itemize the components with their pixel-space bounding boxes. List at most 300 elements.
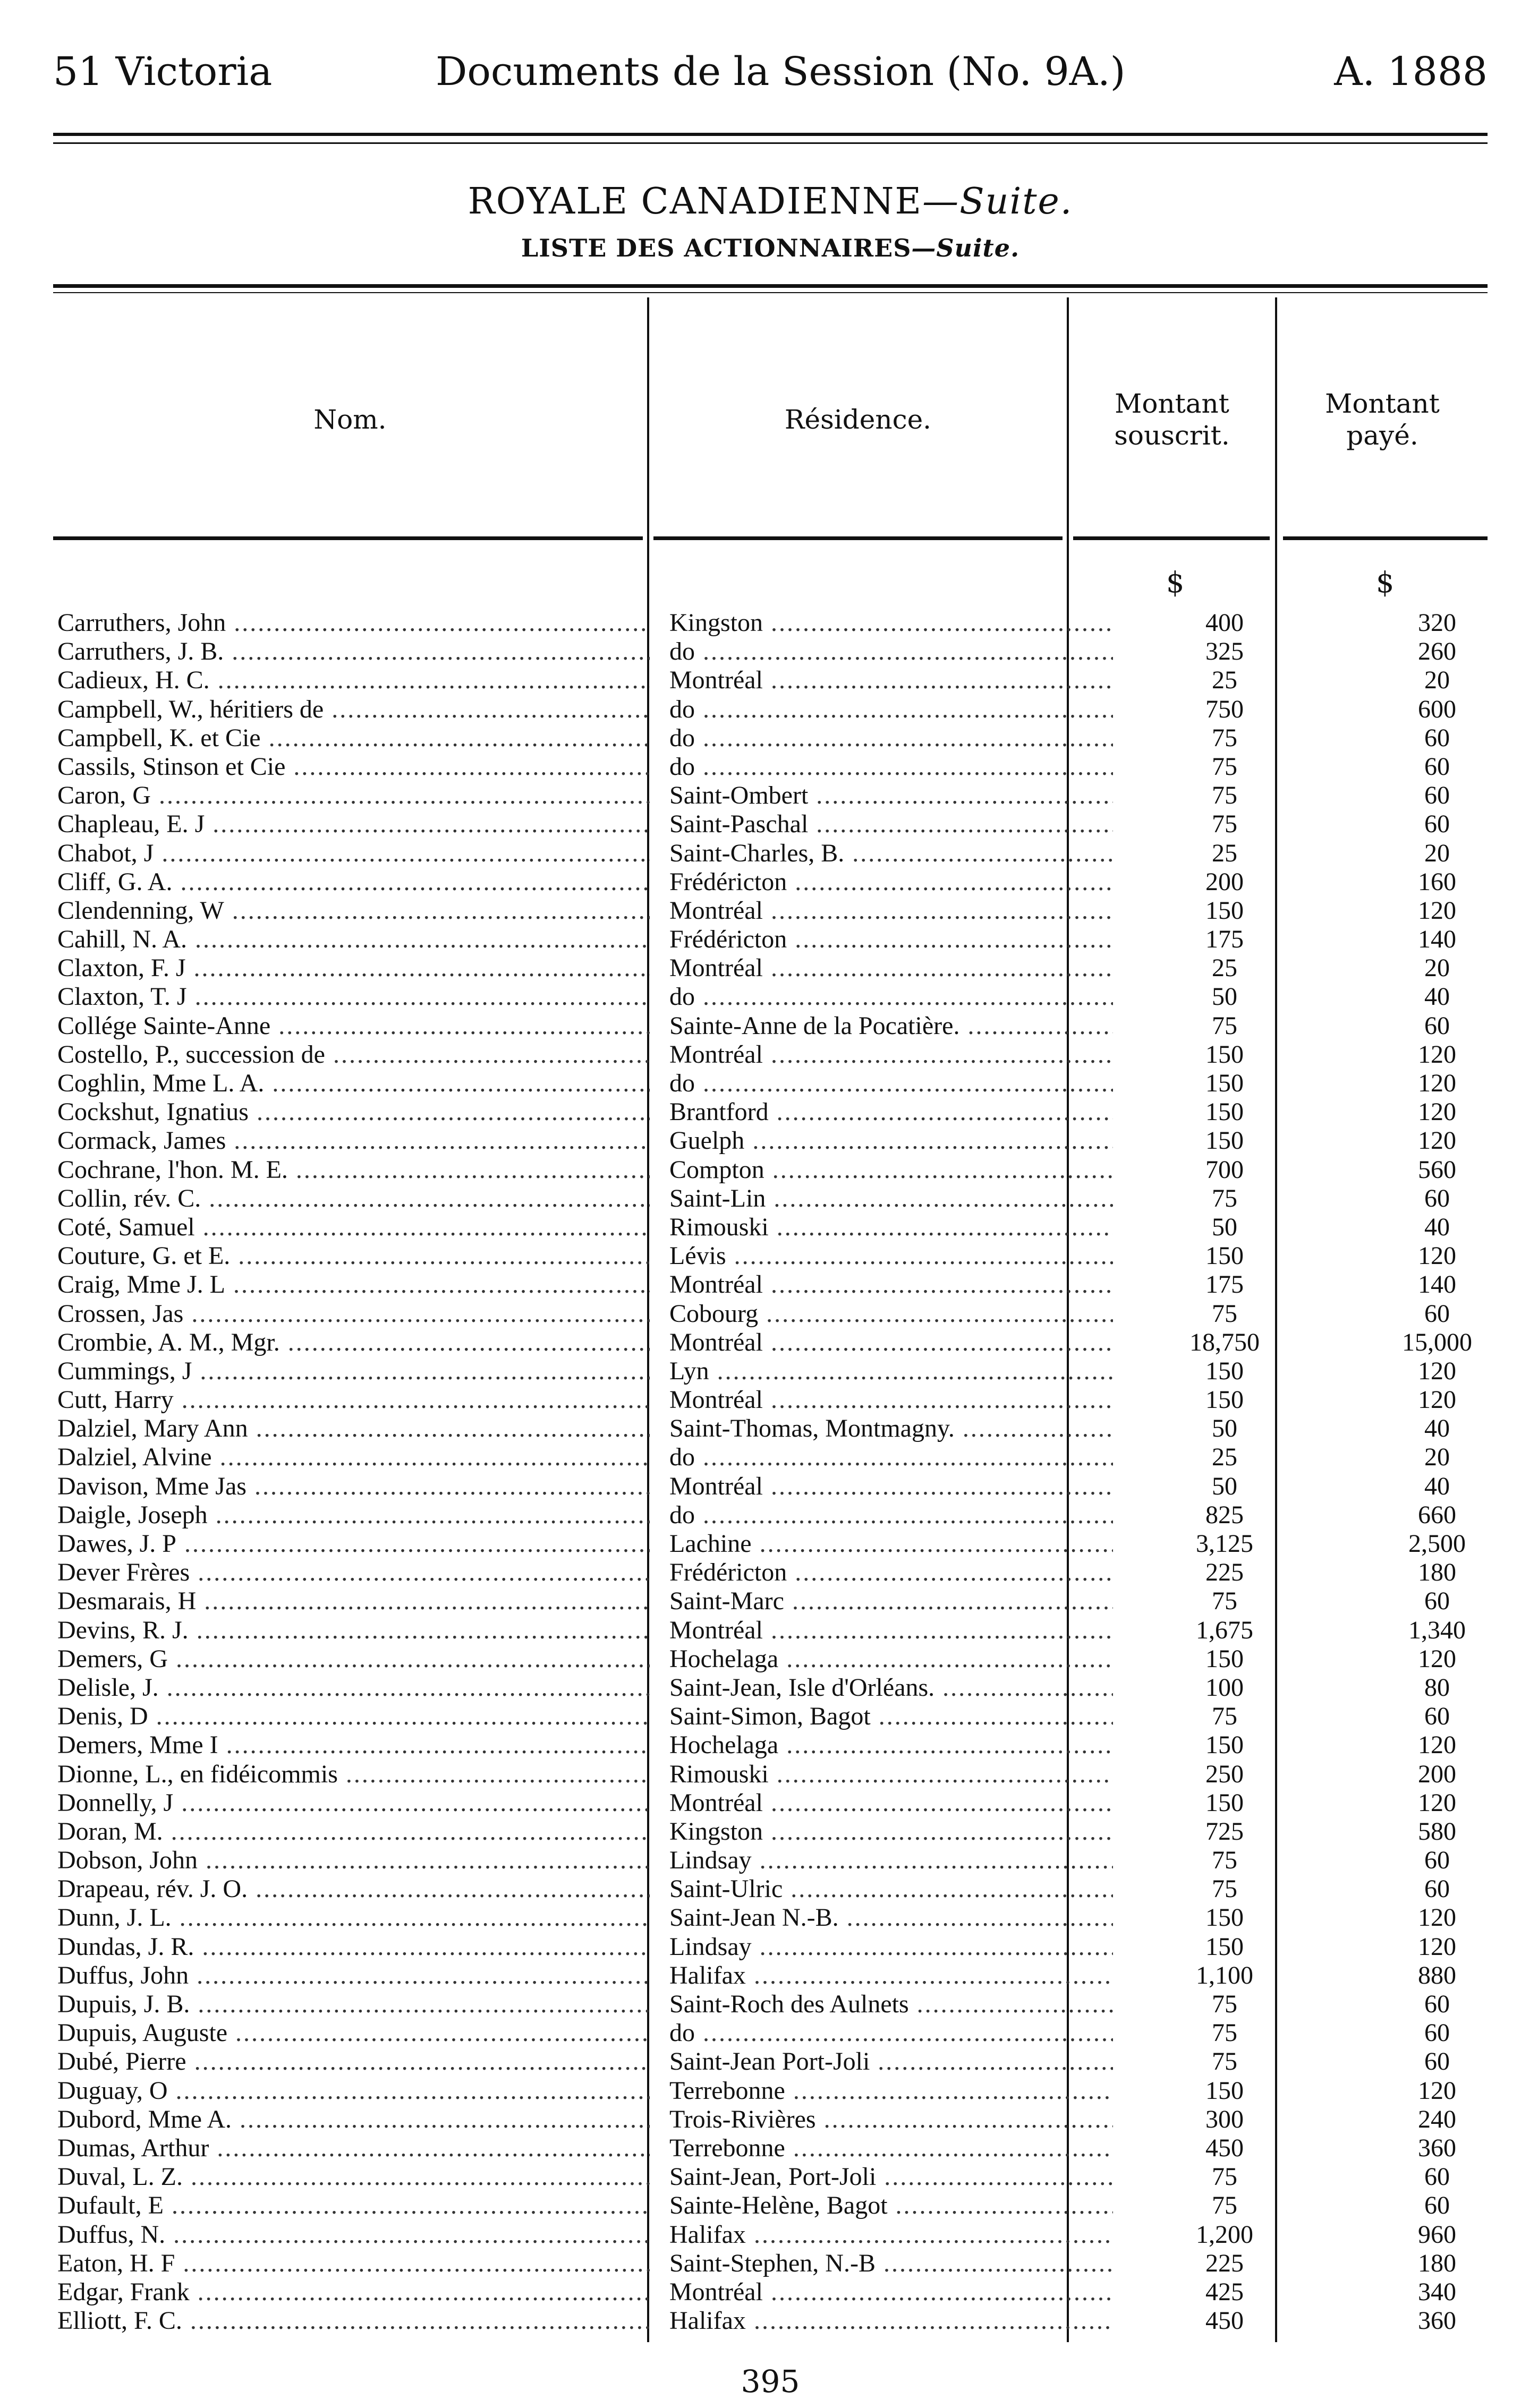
shareholder-residence: Kingston ..... [669,609,1113,637]
shareholder-residence: Saint-Jean, Isle d'Orléans. ..... [669,1673,1113,1702]
amount-subscribed: 75 [1212,781,1237,810]
table-row [53,1961,1488,1990]
amount-subscribed: 150 [1205,1644,1244,1673]
table-row [53,925,1488,954]
table-row [53,637,1488,666]
table-row [53,1472,1488,1501]
table-rule-top [53,284,1488,288]
shareholder-name: Cormack, James ..... [57,1126,650,1155]
shareholder-residence: Montréal ..... [669,1270,1113,1299]
table-row [53,1386,1488,1414]
shareholder-name: Dawes, J. P ..... [57,1530,650,1558]
shareholder-residence: Lindsay ..... [669,1933,1113,1961]
amount-paid: 60 [1424,2047,1450,2076]
shareholder-residence: do ..... [669,983,1113,1011]
amount-subscribed: 75 [1212,2019,1237,2047]
table-row [53,868,1488,896]
shareholder-name: Dupuis, Auguste ..... [57,2019,650,2047]
amount-subscribed: 75 [1212,1299,1237,1328]
shareholder-residence: Montréal ..... [669,666,1113,695]
amount-paid: 360 [1418,2133,1456,2162]
shareholder-residence: Rimouski ..... [669,1213,1113,1242]
amount-subscribed: 75 [1212,1184,1237,1212]
page-number: 395 [741,2363,800,2400]
amount-subscribed: 250 [1205,1760,1244,1788]
amount-subscribed: 25 [1212,666,1237,695]
amount-paid: 320 [1418,609,1456,637]
amount-subscribed: 150 [1205,1932,1244,1961]
title-main: ROYALE CANADIENNE [468,181,923,223]
amount-subscribed: 300 [1205,2105,1244,2133]
amount-subscribed: 75 [1212,1702,1237,1731]
shareholder-name: Davison, Mme Jas ..... [57,1472,650,1501]
amount-subscribed: 150 [1205,1069,1244,1097]
table-row [53,1126,1488,1155]
amount-subscribed: 325 [1205,637,1244,666]
table-row [53,2221,1488,2249]
shareholder-name: Claxton, F. J ..... [57,954,650,983]
amount-subscribed: 150 [1205,1731,1244,1760]
table-row [53,609,1488,637]
shareholder-residence: Terrebonne ..... [669,2134,1113,2163]
shareholder-residence: do ..... [669,753,1113,781]
table-rule-thin [53,292,1488,293]
amount-subscribed: 75 [1212,1875,1237,1903]
amount-paid: 240 [1418,2105,1456,2133]
header-left: 51 Victoria [53,49,273,95]
shareholder-residence: Sainte-Anne de la Pocatière. ..... [669,1012,1113,1040]
shareholder-residence: Kingston ..... [669,1817,1113,1846]
table-row [53,2191,1488,2220]
amount-paid: 160 [1418,867,1456,896]
shareholder-name: Chapleau, E. J ..... [57,810,650,839]
title-suffix: —Suite. [922,181,1073,223]
shareholder-name: Dundas, J. R. ..... [57,1933,650,1961]
amount-paid: 60 [1424,1587,1450,1616]
table-row [53,1270,1488,1299]
shareholder-name: Eaton, H. F ..... [57,2249,650,2278]
shareholder-name: Crombie, A. M., Mgr. ..... [57,1328,650,1357]
shareholder-name: Costello, P., succession de ..... [57,1040,650,1069]
shareholder-residence: Montréal ..... [669,896,1113,925]
shareholder-name: Demers, Mme I ..... [57,1731,650,1760]
shareholder-residence: Saint-Stephen, N.-B ..... [669,2249,1113,2278]
amount-paid: 260 [1418,637,1456,666]
table-row [53,1645,1488,1673]
shareholder-residence: Montréal ..... [669,2278,1113,2307]
amount-paid: 60 [1424,2019,1450,2047]
amount-subscribed: 25 [1212,839,1237,867]
amount-subscribed: 175 [1205,925,1244,954]
amount-subscribed: 50 [1212,1212,1237,1241]
shareholder-residence: Terrebonne ..... [669,2077,1113,2105]
shareholder-name: Dionne, L., en fidéicommis ..... [57,1760,650,1789]
amount-subscribed: 425 [1205,2277,1244,2306]
table-row [53,1789,1488,1817]
amount-subscribed: 150 [1205,1242,1244,1270]
currency-paid: $ [1376,566,1395,599]
shareholder-residence: Halifax ..... [669,2221,1113,2249]
shareholder-residence: Cobourg ..... [669,1300,1113,1328]
shareholder-name: Couture, G. et E. ..... [57,1242,650,1270]
amount-paid: 660 [1418,1500,1456,1529]
table-row [53,2163,1488,2191]
amount-paid: 180 [1418,2249,1456,2277]
amount-subscribed: 50 [1212,1472,1237,1500]
amount-paid: 600 [1418,695,1456,723]
shareholder-residence: Saint-Ombert ..... [669,781,1113,810]
amount-paid: 60 [1424,1990,1450,2018]
amount-paid: 120 [1418,1242,1456,1270]
amount-paid: 120 [1418,1069,1456,1097]
shareholder-name: Donnelly, J ..... [57,1789,650,1817]
amount-paid: 60 [1424,1184,1450,1212]
amount-paid: 60 [1424,723,1450,752]
amount-paid: 120 [1418,1126,1456,1155]
amount-subscribed: 400 [1205,609,1244,637]
table-row [53,1673,1488,1702]
table-row [53,1933,1488,1961]
shareholder-residence: do ..... [669,637,1113,666]
shareholder-name: Duguay, O ..... [57,2077,650,2105]
table-row [53,954,1488,983]
table-row [53,839,1488,868]
shareholder-name: Coté, Samuel ..... [57,1213,650,1242]
table-row [53,1328,1488,1357]
amount-subscribed: 150 [1205,1903,1244,1932]
amount-paid: 60 [1424,810,1450,839]
table-row [53,1875,1488,1903]
shareholder-residence: do ..... [669,2019,1113,2047]
shareholder-residence: Halifax ..... [669,2307,1113,2335]
table-row [53,753,1488,781]
amount-subscribed: 450 [1205,2307,1244,2335]
shareholder-residence: Brantford ..... [669,1098,1113,1126]
shareholder-name: Dupuis, J. B. ..... [57,1990,650,2019]
amount-subscribed: 75 [1212,1990,1237,2018]
shareholder-name: Chabot, J ..... [57,839,650,868]
table-row [53,1184,1488,1213]
amount-subscribed: 1,100 [1196,1961,1253,1989]
shareholder-residence: Hochelaga ..... [669,1645,1113,1673]
amount-paid: 140 [1418,1270,1456,1299]
shareholder-residence: Montréal ..... [669,1472,1113,1501]
header-rule-bottom [53,142,1488,144]
shareholder-residence: Trois-Rivières ..... [669,2105,1113,2134]
shareholder-name: Cassils, Stinson et Cie ..... [57,753,650,781]
amount-paid: 120 [1418,1788,1456,1817]
amount-subscribed: 700 [1205,1155,1244,1184]
table-row [53,1414,1488,1443]
amount-subscribed: 75 [1212,723,1237,752]
shareholder-residence: Montréal ..... [669,954,1113,983]
amount-paid: 120 [1418,2076,1456,2105]
table-row [53,1443,1488,1472]
amount-subscribed: 50 [1212,983,1237,1011]
amount-paid: 340 [1418,2277,1456,2306]
amount-paid: 120 [1418,1040,1456,1069]
table-row [53,2307,1488,2335]
shareholder-name: Dubé, Pierre ..... [57,2047,650,2076]
amount-paid: 15,000 [1402,1328,1472,1356]
amount-paid: 120 [1418,896,1456,925]
header-underline-subscribed [1073,536,1270,540]
amount-paid: 60 [1424,752,1450,781]
amount-subscribed: 150 [1205,1098,1244,1126]
shareholder-name: Cochrane, l'hon. M. E. ..... [57,1156,650,1184]
column-header-name: Nom. [313,404,387,435]
table-row [53,1357,1488,1386]
shareholder-name: Claxton, T. J ..... [57,983,650,1011]
amount-paid: 20 [1424,839,1450,867]
shareholder-name: Edgar, Frank ..... [57,2278,650,2307]
shareholder-name: Dumas, Arthur ..... [57,2134,650,2163]
amount-paid: 60 [1424,1846,1450,1875]
shareholder-name: Carruthers, John ..... [57,609,650,637]
amount-paid: 40 [1424,983,1450,1011]
amount-paid: 20 [1424,666,1450,695]
subtitle-suffix: —Suite. [911,234,1020,262]
shareholder-name: Desmarais, H ..... [57,1587,650,1616]
amount-paid: 20 [1424,954,1450,983]
amount-paid: 580 [1418,1817,1456,1846]
table-row [53,2019,1488,2047]
amount-paid: 960 [1418,2220,1456,2249]
amount-paid: 60 [1424,1875,1450,1903]
amount-subscribed: 75 [1212,1587,1237,1616]
shareholder-residence: Lyn ..... [669,1357,1113,1386]
amount-paid: 2,500 [1408,1530,1466,1558]
amount-paid: 120 [1418,1098,1456,1126]
shareholder-name: Drapeau, rév. J. O. ..... [57,1875,650,1903]
amount-paid: 120 [1418,1356,1456,1385]
shareholder-residence: Lévis ..... [669,1242,1113,1270]
table-row [53,1903,1488,1932]
shareholder-residence: Saint-Roch des Aulnets ..... [669,1990,1113,2019]
shareholder-name: Collége Sainte-Anne ..... [57,1012,650,1040]
header-rule-top [53,133,1488,136]
amount-subscribed: 1,675 [1196,1616,1253,1644]
table-row [53,781,1488,810]
shareholder-name: Dalziel, Mary Ann ..... [57,1414,650,1443]
shareholder-name: Demers, G ..... [57,1645,650,1673]
amount-paid: 360 [1418,2307,1456,2335]
amount-paid: 60 [1424,781,1450,810]
shareholder-residence: Montréal ..... [669,1789,1113,1817]
amount-paid: 60 [1424,1299,1450,1328]
shareholder-residence: do ..... [669,1501,1113,1530]
amount-subscribed: 25 [1212,954,1237,983]
shareholder-residence: Saint-Jean, Port-Joli ..... [669,2163,1113,2191]
shareholder-residence: Lachine ..... [669,1530,1113,1558]
shareholder-residence: Saint-Jean Port-Joli ..... [669,2047,1113,2076]
shareholder-name: Duffus, N. ..... [57,2221,650,2249]
column-header-residence: Résidence. [784,404,932,435]
amount-paid: 40 [1424,1414,1450,1443]
shareholder-residence: Saint-Marc ..... [669,1587,1113,1616]
amount-paid: 140 [1418,925,1456,954]
shareholder-residence: do ..... [669,1443,1113,1472]
amount-subscribed: 50 [1212,1414,1237,1443]
amount-subscribed: 100 [1205,1673,1244,1702]
shareholder-residence: Saint-Thomas, Montmagny. ..... [669,1414,1113,1443]
table-row [53,2077,1488,2105]
shareholder-name: Campbell, K. et Cie ..... [57,724,650,753]
table-row [53,896,1488,925]
shareholder-residence: Saint-Paschal ..... [669,810,1113,839]
table-row [53,1760,1488,1789]
amount-paid: 60 [1424,1011,1450,1040]
shareholder-name: Delisle, J. ..... [57,1673,650,1702]
shareholder-name: Dobson, John ..... [57,1846,650,1875]
table-row [53,1530,1488,1558]
shareholder-name: Cockshut, Ignatius ..... [57,1098,650,1126]
table-row [53,1098,1488,1126]
amount-subscribed: 225 [1205,2249,1244,2277]
amount-paid: 120 [1418,1903,1456,1932]
shareholder-residence: Montréal ..... [669,1040,1113,1069]
amount-paid: 200 [1418,1760,1456,1788]
amount-paid: 60 [1424,2191,1450,2220]
amount-subscribed: 75 [1212,752,1237,781]
amount-subscribed: 3,125 [1196,1530,1253,1558]
shareholder-name: Doran, M. ..... [57,1817,650,1846]
amount-subscribed: 150 [1205,1788,1244,1817]
amount-subscribed: 150 [1205,1386,1244,1414]
page-title [53,181,1488,223]
table-row [53,2249,1488,2278]
amount-subscribed: 75 [1212,2163,1237,2191]
table-row [53,724,1488,753]
shareholder-residence: Sainte-Helène, Bagot ..... [669,2191,1113,2220]
table-row [53,1501,1488,1530]
shareholder-name: Cutt, Harry ..... [57,1386,650,1414]
amount-paid: 60 [1424,2163,1450,2191]
amount-paid: 1,340 [1408,1616,1466,1644]
shareholder-residence: Saint-Lin ..... [669,1184,1113,1213]
shareholder-name: Craig, Mme J. L ..... [57,1270,650,1299]
table-row [53,1616,1488,1645]
shareholder-residence: Hochelaga ..... [669,1731,1113,1760]
header-underline-paid [1283,536,1488,540]
shareholder-residence: Guelph ..... [669,1126,1113,1155]
amount-subscribed: 18,750 [1189,1328,1260,1356]
shareholder-table [53,609,1488,2335]
shareholder-name: Devins, R. J. ..... [57,1616,650,1645]
amount-subscribed: 150 [1205,2076,1244,2105]
amount-subscribed: 75 [1212,1011,1237,1040]
amount-subscribed: 25 [1212,1443,1237,1472]
shareholder-name: Denis, D ..... [57,1702,650,1731]
shareholder-name: Dufault, E ..... [57,2191,650,2220]
shareholder-name: Carruthers, J. B. ..... [57,637,650,666]
table-row [53,1817,1488,1846]
column-header-subscribed: Montant souscrit. [1114,388,1230,451]
shareholder-residence: do ..... [669,695,1113,724]
shareholder-name: Elliott, F. C. ..... [57,2307,650,2335]
table-row [53,1702,1488,1731]
shareholder-name: Caron, G ..... [57,781,650,810]
shareholder-residence: do ..... [669,1069,1113,1098]
shareholder-name: Cummings, J ..... [57,1357,650,1386]
currency-subscribed: $ [1166,566,1185,599]
amount-paid: 880 [1418,1961,1456,1989]
table-row [53,1558,1488,1587]
shareholder-name: Crossen, Jas ..... [57,1300,650,1328]
amount-paid: 180 [1418,1558,1456,1587]
amount-paid: 20 [1424,1443,1450,1472]
amount-subscribed: 200 [1205,867,1244,896]
amount-subscribed: 75 [1212,1846,1237,1875]
shareholder-name: Dunn, J. L. ..... [57,1903,650,1932]
amount-paid: 40 [1424,1472,1450,1500]
amount-paid: 120 [1418,1731,1456,1760]
table-row [53,1156,1488,1184]
shareholder-name: Cadieux, H. C. ..... [57,666,650,695]
amount-subscribed: 75 [1212,2191,1237,2220]
table-row [53,1990,1488,2019]
shareholder-residence: Rimouski ..... [669,1760,1113,1789]
amount-subscribed: 225 [1205,1558,1244,1587]
shareholder-residence: Saint-Jean N.-B. ..... [669,1903,1113,1932]
table-row [53,1012,1488,1040]
amount-subscribed: 150 [1205,1126,1244,1155]
table-row [53,2047,1488,2076]
shareholder-residence: Frédéricton ..... [669,1558,1113,1587]
amount-subscribed: 1,200 [1196,2220,1253,2249]
amount-subscribed: 150 [1205,1040,1244,1069]
amount-paid: 560 [1418,1155,1456,1184]
shareholder-name: Cahill, N. A. ..... [57,925,650,954]
shareholder-residence: Saint-Simon, Bagot ..... [669,1702,1113,1731]
shareholder-name: Duval, L. Z. ..... [57,2163,650,2191]
running-head [53,42,1488,101]
table-row [53,2278,1488,2307]
shareholder-name: Collin, rév. C. ..... [57,1184,650,1213]
table-row [53,2134,1488,2163]
shareholder-residence: Compton ..... [669,1156,1113,1184]
table-row [53,1242,1488,1270]
amount-paid: 60 [1424,1702,1450,1731]
shareholder-residence: Lindsay ..... [669,1846,1113,1875]
amount-subscribed: 75 [1212,2047,1237,2076]
table-row [53,695,1488,724]
shareholder-name: Dubord, Mme A. ..... [57,2105,650,2134]
header-right: A. 1888 [1334,49,1488,95]
shareholder-residence: Halifax ..... [669,1961,1113,1990]
header-underline-residence [653,536,1063,540]
table-row [53,1040,1488,1069]
table-row [53,2105,1488,2134]
shareholder-name: Duffus, John ..... [57,1961,650,1990]
shareholder-residence: Montréal ..... [669,1616,1113,1645]
shareholder-name: Dever Frères ..... [57,1558,650,1587]
amount-paid: 120 [1418,1932,1456,1961]
table-row [53,1300,1488,1328]
shareholder-name: Clendenning, W ..... [57,896,650,925]
shareholder-residence: Montréal ..... [669,1328,1113,1357]
shareholder-residence: do ..... [669,724,1113,753]
amount-paid: 120 [1418,1644,1456,1673]
shareholder-name: Coghlin, Mme L. A. ..... [57,1069,650,1098]
shareholder-residence: Montréal ..... [669,1386,1113,1414]
table-row [53,1731,1488,1760]
shareholder-residence: Saint-Ulric ..... [669,1875,1113,1903]
amount-subscribed: 150 [1205,896,1244,925]
amount-paid: 80 [1424,1673,1450,1702]
shareholder-name: Campbell, W., héritiers de ..... [57,695,650,724]
amount-subscribed: 150 [1205,1356,1244,1385]
